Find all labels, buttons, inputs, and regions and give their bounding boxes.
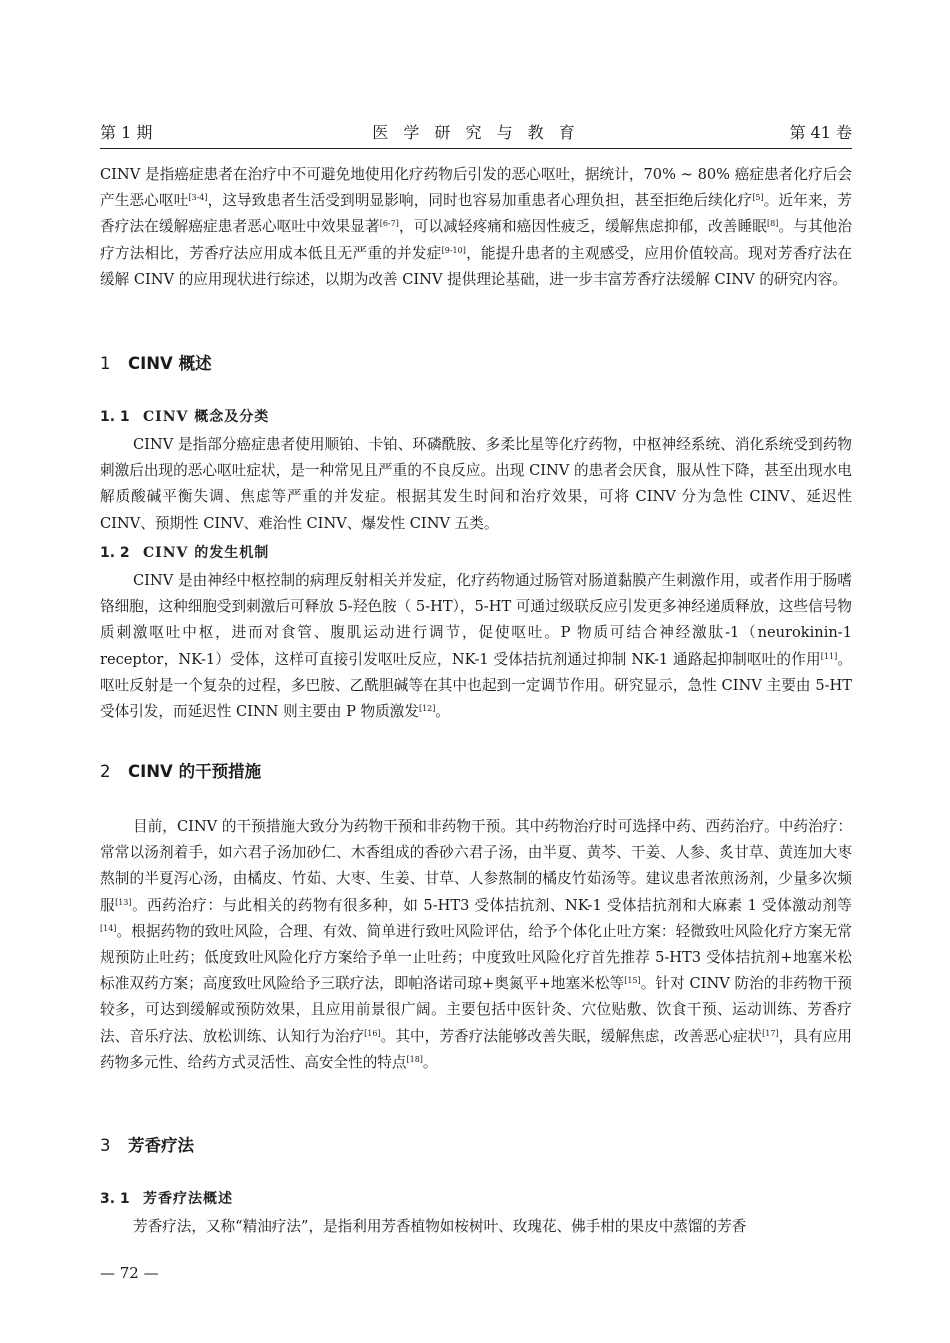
citation: [3-4] [188,193,208,203]
subsection-title: 芳香疗法概述 [143,1191,233,1207]
section-title: CINV 概述 [128,354,212,373]
volume-label: 第 41 卷 [789,123,852,142]
issue-label: 第 1 期 [100,123,153,142]
subsection-1-1-heading [100,406,852,428]
section-3-heading [100,1134,852,1158]
intro-paragraph: CINV 是指癌症患者在治疗中不可避免地使用化疗药物后引发的恶心呕吐，据统计，70% ~ 80% 癌症患者化疗后会产生恶心呕吐[3-4]，这导致患者生活受到明显影响，同时也容易加重患者心理负担，甚至拒绝后续化疗[5]。近年来，芳香疗法在缓解癌症患者恶心呕吐中效果显著[6-7]，可以减轻疼痛和癌因性疲乏，缓解焦虑抑郁，改善睡眠[8]。与其他治疗方法相比，芳香疗法应用成本低且无严重的并发症[9-10]，能提升患者的主观感受，应用价值较高。现对芳香疗法在缓解 CINV 的应用现状进行综述，以期为改善 CINV 提供理论基础，进一步丰富芳香疗法缓解 CINV 的研究内容。 [100,166,852,288]
subsection-3-1-heading [100,1188,852,1210]
subsection-title: CINV 的发生机制 [143,545,270,561]
citation: [12] [418,704,436,714]
citation: [15] [624,976,641,986]
section-number: 1 [100,354,111,373]
subsection-number: 1. 1 [100,409,130,425]
citation: [9-10] [441,245,466,255]
journal-title: 医 学 研 究 与 教 育 [372,123,580,142]
citation: [16] [364,1028,381,1038]
section-2-heading [100,760,852,784]
citation: [11] [820,651,838,661]
citation: [17] [762,1028,779,1038]
subsection-number: 1. 2 [100,545,130,561]
section-number: 2 [100,762,111,781]
citation: [18] [406,1054,423,1064]
citation: [14] [100,923,117,933]
section-title: CINV 的干预措施 [128,762,262,781]
citation: [13] [115,897,132,907]
section-1-heading [100,352,852,376]
citation: [5] [752,193,764,203]
subsection-1-2-heading [100,542,852,564]
section-title: 芳香疗法 [128,1136,194,1155]
subsection-title: CINV 概念及分类 [143,409,270,425]
subsection-1-2-paragraph: CINV 是由神经中枢控制的病理反射相关并发症，化疗药物通过肠管对肠道黏膜产生刺激作用，或者作用于肠嗜铬细胞，这种细胞受到刺激后可释放 5-羟色胺（ 5-HT），5-HT 可通过级联反应引发更多神经递质释放，这些信号物质刺激呕吐中枢，进而对食管、腹肌运动进行调节，促使呕吐。P 物质可结合神经激肽-1（neurokinin-1 receptor，NK-1）受体，这样可直接引发呕吐反应，NK-1 受体拮抗剂通过抑制 NK-1 通路起抑制呕吐的作用[11]。呕吐反射是一个复杂的过程，多巴胺、乙酰胆碱等在其中也起到一定调节作用。研究显示，急性 CINV 主要由 5-HT 受体引发，而延迟性 CINN 则主要由 P 物质激发[12]。 [100,572,852,721]
section-2-paragraph: 目前，CINV 的干预措施大致分为药物干预和非药物干预。其中药物治疗时可选择中药、西药治疗。中药治疗：常常以汤剂着手，如六君子汤加砂仁、木香组成的香砂六君子汤，由半夏、黄芩、干姜、人参、炙甘草、黄连加大枣熬制的半夏泻心汤，由橘皮、竹茹、大枣、生姜、甘草、人参熬制的橘皮竹茹汤等。建议患者浓煎汤剂，少量多次频服[13]。西药治疗：与此相关的药物有很多种，如 5-HT3 受体拮抗剂、NK-1 受体拮抗剂和大麻素 1 受体激动剂等[14]。根据药物的致吐风险，合理、有效、简单进行致吐风险评估，给予个体化止吐方案：轻微致吐风险化疗方案无常规预防止吐药；低度致吐风险化疗方案给予单一止吐药；中度致吐风险化疗首先推荐 5-HT3 受体拮抗剂+地塞米松标准双药方案；高度致吐风险给予三联疗法，即帕洛诺司琼+奥氮平+地塞米松等[15]。针对 CINV 防治的非药物干预较多，可达到缓解或预防效果，且应用前景很广阔。主要包括中医针灸、穴位贴敷、饮食干预、运动训练、芳香疗法、音乐疗法、放松训练、认知行为治疗[16]。其中，芳香疗法能够改善失眠，缓解焦虑，改善恶心症状[17]，具有应用药物多元性、给药方式灵活性、高安全性的特点[18]。 [100,818,852,1071]
section-number: 3 [100,1136,111,1155]
subsection-3-1-paragraph: 芳香疗法，又称“精油疗法”，是指利用芳香植物如桉树叶、玫瑰花、佛手柑的果皮中蒸馏的芳香 [133,1218,747,1235]
subsection-number: 3. 1 [100,1191,130,1207]
citation: [6-7] [379,219,399,229]
page-number: — 72 — [100,1264,159,1282]
header-rule [100,148,852,149]
citation: [8] [767,219,779,229]
running-header [100,120,852,146]
subsection-1-1-paragraph: CINV 是指部分癌症患者使用顺铂、卡铂、环磷酰胺、多柔比星等化疗药物，中枢神经系统、消化系统受到药物刺激后出现的恶心呕吐症状，是一种常见且严重的不良反应。出现 CINV 的患者会厌食，服从性下降，甚至出现水电解质酸碱平衡失调、焦虑等严重的并发症。根据其发生时间和治疗效果，可将 CINV 分为急性 CINV、延迟性 CINV、预期性 CINV、难治性 CINV、爆发性 CINV 五类。 [100,436,852,532]
